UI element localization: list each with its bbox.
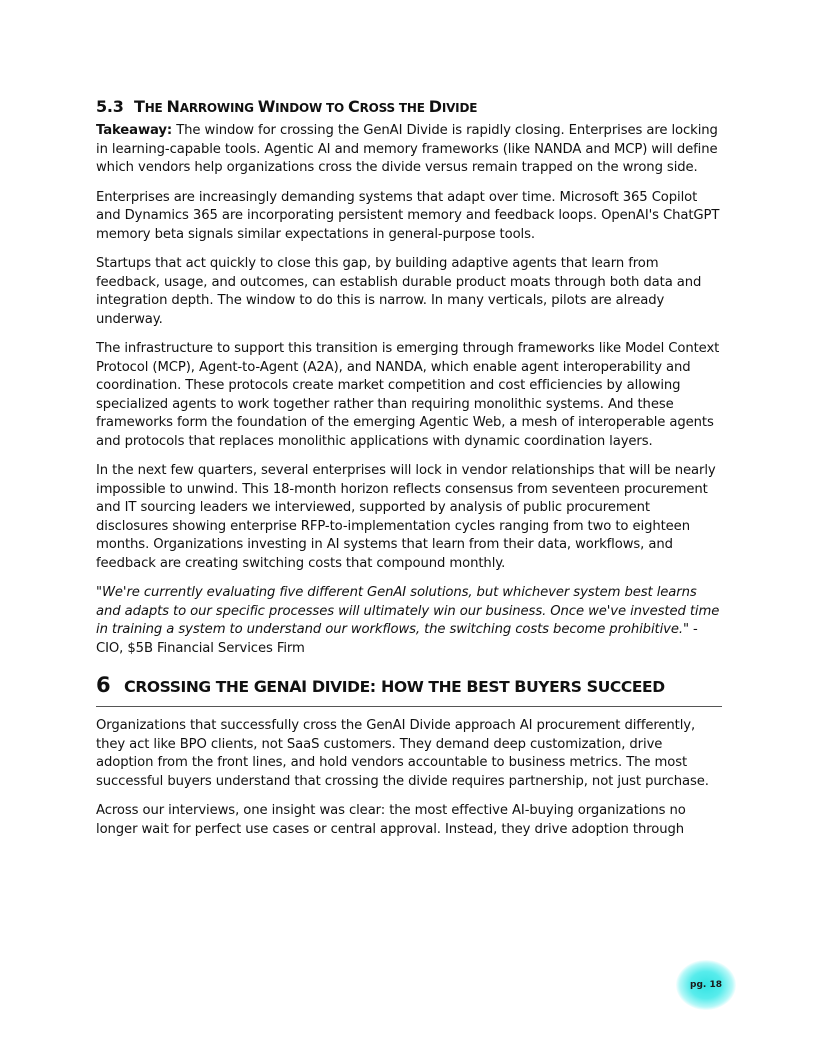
document-page bbox=[96, 96, 722, 850]
body-paragraph: Organizations that successfully cross the GenAI Divide approach AI procurement differently, they act like BPO clients, not SaaS customers. They demand deep customization, drive adoption from the front lines, and hold vendors accountable to business metrics. The most successful buyers understand that crossing the divide requires partnership, not just purchase. bbox=[96, 718, 709, 789]
takeaway-label: Takeaway: bbox=[96, 123, 173, 138]
body-paragraph: Enterprises are increasingly demanding systems that adapt over time. Microsoft 365 Copilot and Dynamics 365 are incorporating persistent memory and feedback loops. OpenAI's ChatGPT memory beta signals similar expectations in general-purpose tools. bbox=[96, 189, 720, 242]
title-segment: C bbox=[124, 677, 136, 696]
section-heading-6 bbox=[96, 670, 722, 707]
title-segment: UCCEED bbox=[597, 678, 665, 696]
quote-paragraph bbox=[96, 584, 722, 658]
title-segment: UYERS bbox=[526, 678, 587, 696]
title-segment: D bbox=[428, 97, 442, 116]
title-segment: OW THE bbox=[393, 678, 467, 696]
section-title bbox=[124, 670, 665, 703]
quote-attribution: - CIO, $5B Financial Services Firm bbox=[96, 622, 698, 656]
title-segment: C bbox=[348, 97, 360, 116]
title-segment: IVIDE bbox=[324, 678, 370, 696]
body-paragraph: In the next few quarters, several enterprises will lock in vendor relationships that will be nearly impossible to unwind. This 18-month horizon reflects consensus from seventeen procurement and IT sourcing leaders we interviewed, supported by analysis of public procurement disclosures showing enterprise RFP-to-implementation cycles ranging from two to eighteen months. Organizations investing in AI systems that learn from their data, workflows, and feedback are creating switching costs that compound monthly. bbox=[96, 463, 716, 571]
title-segment: N bbox=[166, 97, 180, 116]
title-segment: B bbox=[466, 677, 479, 696]
title-segment: IVIDE bbox=[441, 101, 478, 115]
body-paragraph: The infrastructure to support this transition is emerging through frameworks like Model Context Protocol (MCP), Agent-to-Agent (A2A), and NANDA, which enable agent interoperability and coordination. These protocols create market competition and cost efficiencies by allowing specialized agents to work together rather than requiring monolithic systems. And these frameworks form the foundation of the emerging Agentic Web, a mesh of interoperable agents and protocols that replaces monolithic applications with dynamic coordination layers. bbox=[96, 341, 720, 449]
section-heading-5-3 bbox=[96, 96, 722, 119]
quote-text: "We're currently evaluating five different GenAI solutions, but whichever system best learns and adapts to our specific processes will ultimately win our business. Once we've invested time in training a system to understand our workflows, the switching costs become prohibitive." bbox=[96, 585, 720, 637]
title-segment: AI D bbox=[289, 677, 325, 696]
title-segment: ROSS THE bbox=[359, 101, 429, 115]
page-number-badge bbox=[676, 960, 736, 1010]
takeaway-paragraph bbox=[96, 122, 722, 178]
takeaway-text: The window for crossing the GenAI Divide is rapidly closing. Enterprises are locking in learning-capable tools. Agentic AI and memory frameworks (like NANDA and MCP) will define which vendors help organizations cross the divide versus remain trapped on the wrong side. bbox=[96, 123, 718, 175]
section-number: 5.3 bbox=[96, 97, 124, 116]
title-segment: EST bbox=[478, 678, 515, 696]
title-segment: B bbox=[514, 677, 527, 696]
body-paragraph: Startups that act quickly to close this gap, by building adaptive agents that learn from feedback, usage, and outcomes, can establish durable product moats through both data and integration depth. The window to do this is narrow. In many verticals, pilots are already underway. bbox=[96, 256, 702, 327]
body-paragraph: Across our interviews, one insight was clear: the most effective AI-buying organizations no longer wait for perfect use cases or central approval. Instead, they drive adoption through bbox=[96, 803, 686, 837]
title-segment: W bbox=[257, 97, 276, 116]
page-number: pg. 18 bbox=[690, 980, 722, 990]
title-segment: T bbox=[134, 97, 145, 116]
section-title bbox=[134, 97, 477, 116]
title-segment: EN bbox=[266, 678, 290, 696]
title-segment: HE bbox=[144, 101, 167, 115]
section-number: 6 bbox=[96, 673, 111, 697]
title-segment: ROSSING THE bbox=[135, 678, 254, 696]
title-segment: G bbox=[253, 677, 267, 696]
title-segment: INDOW TO bbox=[275, 101, 349, 115]
title-segment: S bbox=[586, 677, 598, 696]
title-segment: ARROWING bbox=[179, 101, 258, 115]
title-segment: : H bbox=[369, 677, 394, 696]
